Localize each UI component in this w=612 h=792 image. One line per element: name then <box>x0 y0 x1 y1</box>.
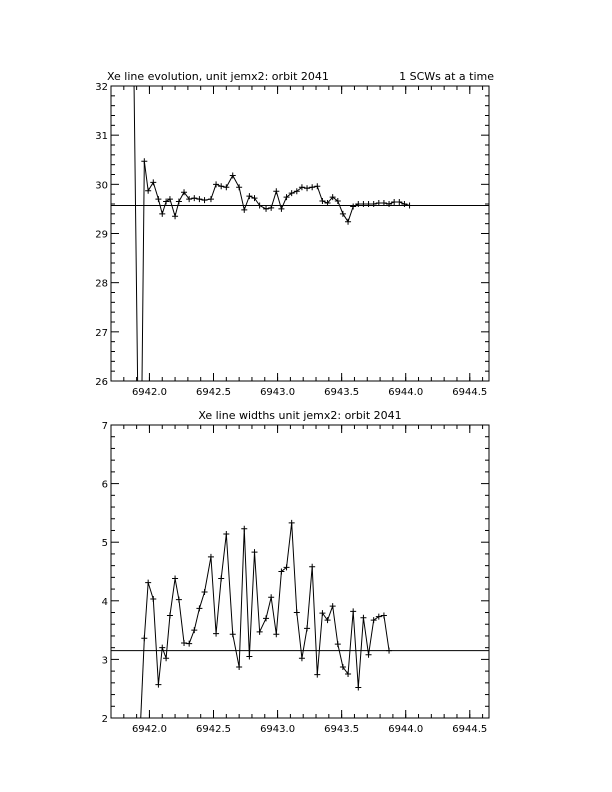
chart-1-data-point <box>257 629 263 635</box>
chart-0-data-point <box>350 203 356 209</box>
chart-1-frame <box>111 425 489 718</box>
chart-0-data-point <box>314 183 320 189</box>
chart-1-data-point <box>294 610 300 616</box>
chart-1-data-point <box>167 612 173 618</box>
chart-0-data-point <box>355 201 361 207</box>
chart-0-data-point <box>360 201 366 207</box>
chart-0-data-point <box>345 219 351 225</box>
chart-0-x-tick-label: 6944.5 <box>452 387 488 398</box>
chart-1-x-tick-label: 6944.5 <box>452 724 488 735</box>
chart-0-data-point <box>176 199 182 205</box>
chart-0-data-point <box>208 196 214 202</box>
chart-0-data-point <box>278 206 284 212</box>
chart-1-x-tick-label: 6944.0 <box>388 724 424 735</box>
chart-1-data-point <box>159 645 165 651</box>
chart-0-data-point <box>213 181 219 187</box>
chart-0-title: Xe line evolution, unit jemx2: orbit 2041 <box>107 70 329 83</box>
chart-0-y-tick-label: 30 <box>95 180 108 192</box>
chart-1-data-point <box>150 596 156 602</box>
chart-1-data-point <box>230 631 236 637</box>
chart-1-title: Xe line widths unit jemx2: orbit 2041 <box>198 409 402 422</box>
chart-0-data-point <box>273 188 279 194</box>
chart-1-data-point <box>304 625 310 631</box>
chart-1-y-tick-label: 6 <box>101 479 108 491</box>
chart-0-data-point <box>309 184 315 190</box>
chart-1-data-point <box>386 648 392 654</box>
chart-0-data-point <box>263 206 269 212</box>
chart-0-data-point <box>230 172 236 178</box>
chart-1-data-point <box>360 615 366 621</box>
chart-0-data-point <box>386 201 392 207</box>
chart-0-data-point <box>366 201 372 207</box>
chart-0-y-tick-label: 29 <box>95 229 108 241</box>
chart-1-data-point <box>208 554 214 560</box>
evolution-plot-panel <box>95 70 494 406</box>
chart-0-data-point <box>155 196 161 202</box>
chart-1-data-point <box>181 640 187 646</box>
chart-1-drop-segment <box>140 639 144 724</box>
chart-1-data-point <box>273 631 279 637</box>
chart-1-data-point <box>141 635 147 641</box>
chart-1-data-point <box>223 531 229 537</box>
chart-0-data-point <box>236 184 242 190</box>
chart-0-data-point <box>191 195 197 201</box>
chart-0-y-tick-label: 32 <box>95 82 108 93</box>
chart-1-data-point <box>213 631 219 637</box>
chart-1-data-point <box>268 594 274 600</box>
chart-0-data-point <box>150 179 156 185</box>
chart-1-data-point <box>202 589 208 595</box>
chart-0-data-point <box>202 197 208 203</box>
chart-1-y-tick-label: 5 <box>101 538 108 550</box>
chart-0-data-point <box>252 195 258 201</box>
chart-0-y-tick-label: 28 <box>95 278 108 290</box>
chart-0-data-point <box>145 188 151 194</box>
chart-1-x-tick-label: 6943.0 <box>260 724 296 735</box>
chart-1-data-point <box>350 608 356 614</box>
chart-0-data-point <box>391 199 397 205</box>
chart-1-data-point <box>381 612 387 618</box>
chart-1-data-point <box>252 549 258 555</box>
chart-0-data-point <box>159 211 165 217</box>
chart-0-data-point <box>396 199 402 205</box>
chart-0-data-point <box>371 201 377 207</box>
chart-0-y-tick-label: 26 <box>95 377 108 388</box>
chart-0-x-tick-label: 6943.0 <box>260 387 296 398</box>
chart-1-x-tick-label: 6942.5 <box>196 724 232 735</box>
chart-1-data-point <box>371 617 377 623</box>
widths-plot-panel <box>102 409 489 735</box>
chart-1-data-point <box>366 652 372 658</box>
chart-0-data-point <box>246 193 252 199</box>
chart-1-data-point <box>335 641 341 647</box>
chart-0-data-point <box>401 201 407 207</box>
chart-0-data-point <box>304 185 310 191</box>
chart-1-data-point <box>155 682 161 688</box>
chart-1-y-tick-label: 2 <box>101 714 108 725</box>
chart-0-data-point <box>340 211 346 217</box>
chart-1-x-tick-label: 6943.5 <box>324 724 360 735</box>
chart-0-data-point <box>257 202 263 208</box>
chart-0-data-point <box>319 198 325 204</box>
chart-1-data-point <box>314 672 320 678</box>
chart-0-x-tick-label: 6942.0 <box>131 387 167 398</box>
chart-0-data-point <box>223 184 229 190</box>
chart-0-frame <box>111 86 489 381</box>
chart-0-data-point <box>218 183 224 189</box>
chart-1-data-point <box>241 526 247 532</box>
chart-1-data-point <box>176 597 182 603</box>
chart-0-data-point <box>196 196 202 202</box>
chart-1-data-point <box>236 664 242 670</box>
chart-0-data-point <box>141 158 147 164</box>
chart-0-subtitle: 1 SCWs at a time <box>399 70 494 83</box>
chart-1-y-tick-label: 3 <box>101 655 108 667</box>
chart-0-data-point <box>407 202 413 208</box>
chart-1-y-tick-label: 7 <box>101 421 108 432</box>
chart-0-x-tick-label: 6942.5 <box>196 387 232 398</box>
chart-0-x-tick-label: 6944.0 <box>388 387 424 398</box>
chart-1-data-point <box>376 614 382 620</box>
chart-1-data-point <box>263 615 269 621</box>
chart-1-data-point <box>191 627 197 633</box>
chart-1-data-point <box>246 653 252 659</box>
chart-1-data-point <box>289 520 295 526</box>
chart-0-data-point <box>172 213 178 219</box>
chart-1-data-point <box>330 603 336 609</box>
chart-0-x-tick-label: 6943.5 <box>324 387 360 398</box>
chart-0-data-point <box>241 207 247 213</box>
chart-1-y-tick-label: 4 <box>101 596 108 608</box>
chart-1-x-tick-label: 6942.0 <box>131 724 167 735</box>
chart-1-data-point <box>299 655 305 661</box>
chart-1-data-point <box>145 580 151 586</box>
chart-0-y-tick-label: 27 <box>95 327 108 339</box>
chart-1-data-point <box>163 655 169 661</box>
chart-1-data-area <box>111 520 489 724</box>
chart-1-data-point <box>218 576 224 582</box>
chart-0-data-area <box>111 86 489 406</box>
chart-1-data-point <box>196 605 202 611</box>
chart-0-drop-segment <box>134 86 144 406</box>
chart-1-data-point <box>172 576 178 582</box>
chart-1-data-point <box>309 564 315 570</box>
chart-0-y-tick-label: 31 <box>95 131 108 143</box>
chart-1-data-point <box>186 641 192 647</box>
chart-1-data-point <box>355 685 361 691</box>
chart-1-series-line <box>144 523 389 688</box>
